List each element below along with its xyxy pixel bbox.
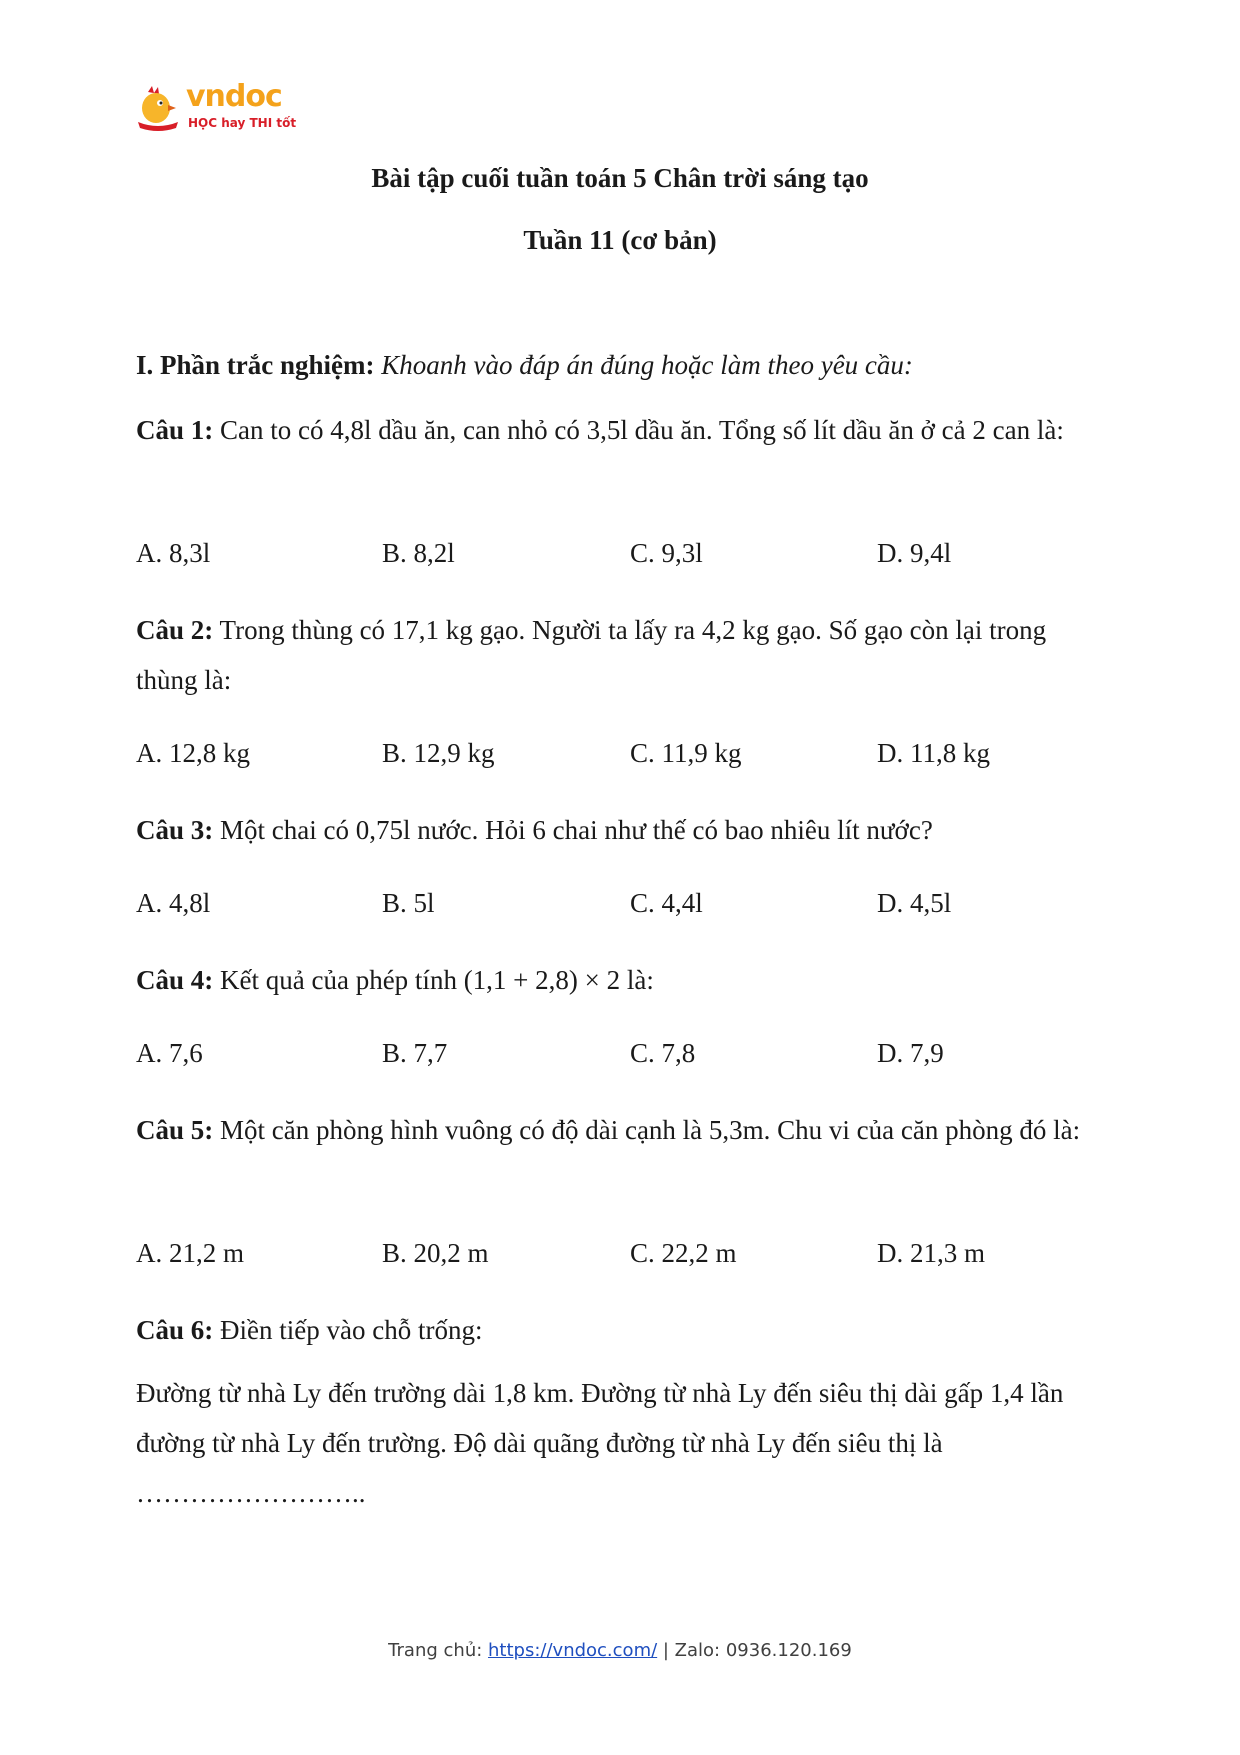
question-1-options bbox=[136, 538, 1136, 578]
option-b[interactable]: B. 5l bbox=[382, 888, 435, 918]
question-label: Câu 5: bbox=[136, 1115, 214, 1145]
option-a[interactable]: A. 7,6 bbox=[136, 1038, 203, 1068]
question-label: Câu 3: bbox=[136, 815, 214, 845]
document-subtitle: Tuần 11 (cơ bản) bbox=[523, 225, 717, 255]
section-label: I. Phần trắc nghiệm: bbox=[136, 350, 375, 380]
option-c[interactable]: C. 4,4l bbox=[630, 888, 703, 918]
question-label: Câu 4: bbox=[136, 965, 214, 995]
question-label: Câu 6: bbox=[136, 1315, 214, 1345]
page-footer bbox=[0, 1640, 1240, 1661]
option-d[interactable]: D. 21,3 m bbox=[877, 1238, 985, 1268]
question-text: Trong thùng có 17,1 kg gạo. Người ta lấy ra 4,2 kg gạo. Số gạo còn lại trong thùng là: bbox=[136, 615, 1047, 695]
question-text: Kết quả của phép tính (1,1 + 2,8) × 2 là: bbox=[220, 965, 654, 995]
logo-brand-text: vndoc bbox=[186, 79, 282, 114]
option-c[interactable]: C. 11,9 kg bbox=[630, 738, 742, 768]
option-a[interactable]: A. 4,8l bbox=[136, 888, 211, 918]
answer-blank[interactable]: …………………….. bbox=[136, 1478, 366, 1508]
question-1 bbox=[136, 405, 1106, 455]
option-b[interactable]: B. 7,7 bbox=[382, 1038, 448, 1068]
footer-contact: | Zalo: 0936.120.169 bbox=[657, 1640, 852, 1661]
option-b[interactable]: B. 8,2l bbox=[382, 538, 455, 568]
question-text: Một căn phòng hình vuông có độ dài cạnh là 5,3m. Chu vi của căn phòng đó là: bbox=[220, 1115, 1081, 1145]
question-2 bbox=[136, 605, 1106, 705]
option-a[interactable]: A. 12,8 kg bbox=[136, 738, 250, 768]
option-a[interactable]: A. 8,3l bbox=[136, 538, 211, 568]
question-text: Một chai có 0,75l nước. Hỏi 6 chai như thế có bao nhiêu lít nước? bbox=[220, 815, 933, 845]
question-text: Điền tiếp vào chỗ trống: bbox=[220, 1315, 483, 1345]
footer-prefix: Trang chủ: bbox=[388, 1640, 489, 1661]
chicken-mascot-icon bbox=[134, 84, 182, 132]
question-4 bbox=[136, 955, 1106, 1005]
section-heading bbox=[136, 350, 913, 381]
homepage-link[interactable]: https://vndoc.com/ bbox=[488, 1640, 658, 1661]
option-b[interactable]: B. 12,9 kg bbox=[382, 738, 495, 768]
option-a[interactable]: A. 21,2 m bbox=[136, 1238, 244, 1268]
question-label: Câu 2: bbox=[136, 615, 214, 645]
question-6-body bbox=[136, 1368, 1106, 1518]
vndoc-logo bbox=[134, 80, 304, 138]
question-3 bbox=[136, 805, 1106, 855]
option-d[interactable]: D. 4,5l bbox=[877, 888, 952, 918]
option-d[interactable]: D. 7,9 bbox=[877, 1038, 944, 1068]
option-d[interactable]: D. 9,4l bbox=[877, 538, 952, 568]
option-b[interactable]: B. 20,2 m bbox=[382, 1238, 489, 1268]
question-5 bbox=[136, 1105, 1106, 1155]
question-text: Can to có 4,8l dầu ăn, can nhỏ có 3,5l dầu ăn. Tổng số lít dầu ăn ở cả 2 can là: bbox=[220, 415, 1064, 445]
question-label: Câu 1: bbox=[136, 415, 214, 445]
logo-tagline: HỌC hay THI tốt bbox=[188, 116, 297, 130]
question-3-options bbox=[136, 888, 1136, 928]
document-title: Bài tập cuối tuần toán 5 Chân trời sáng tạo bbox=[371, 163, 869, 193]
section-instruction: Khoanh vào đáp án đúng hoặc làm theo yêu cầu: bbox=[381, 350, 913, 380]
question-6-statement: Đường từ nhà Ly đến trường dài 1,8 km. Đường từ nhà Ly đến siêu thị dài gấp 1,4 lần đường từ nhà Ly đến trường. Độ dài quãng đường từ nhà Ly đến siêu thị là bbox=[136, 1378, 1064, 1458]
option-c[interactable]: C. 9,3l bbox=[630, 538, 703, 568]
option-d[interactable]: D. 11,8 kg bbox=[877, 738, 990, 768]
option-c[interactable]: C. 22,2 m bbox=[630, 1238, 737, 1268]
question-6 bbox=[136, 1305, 1106, 1355]
option-c[interactable]: C. 7,8 bbox=[630, 1038, 696, 1068]
question-5-options bbox=[136, 1238, 1136, 1278]
question-4-options bbox=[136, 1038, 1136, 1078]
question-2-options bbox=[136, 738, 1136, 778]
